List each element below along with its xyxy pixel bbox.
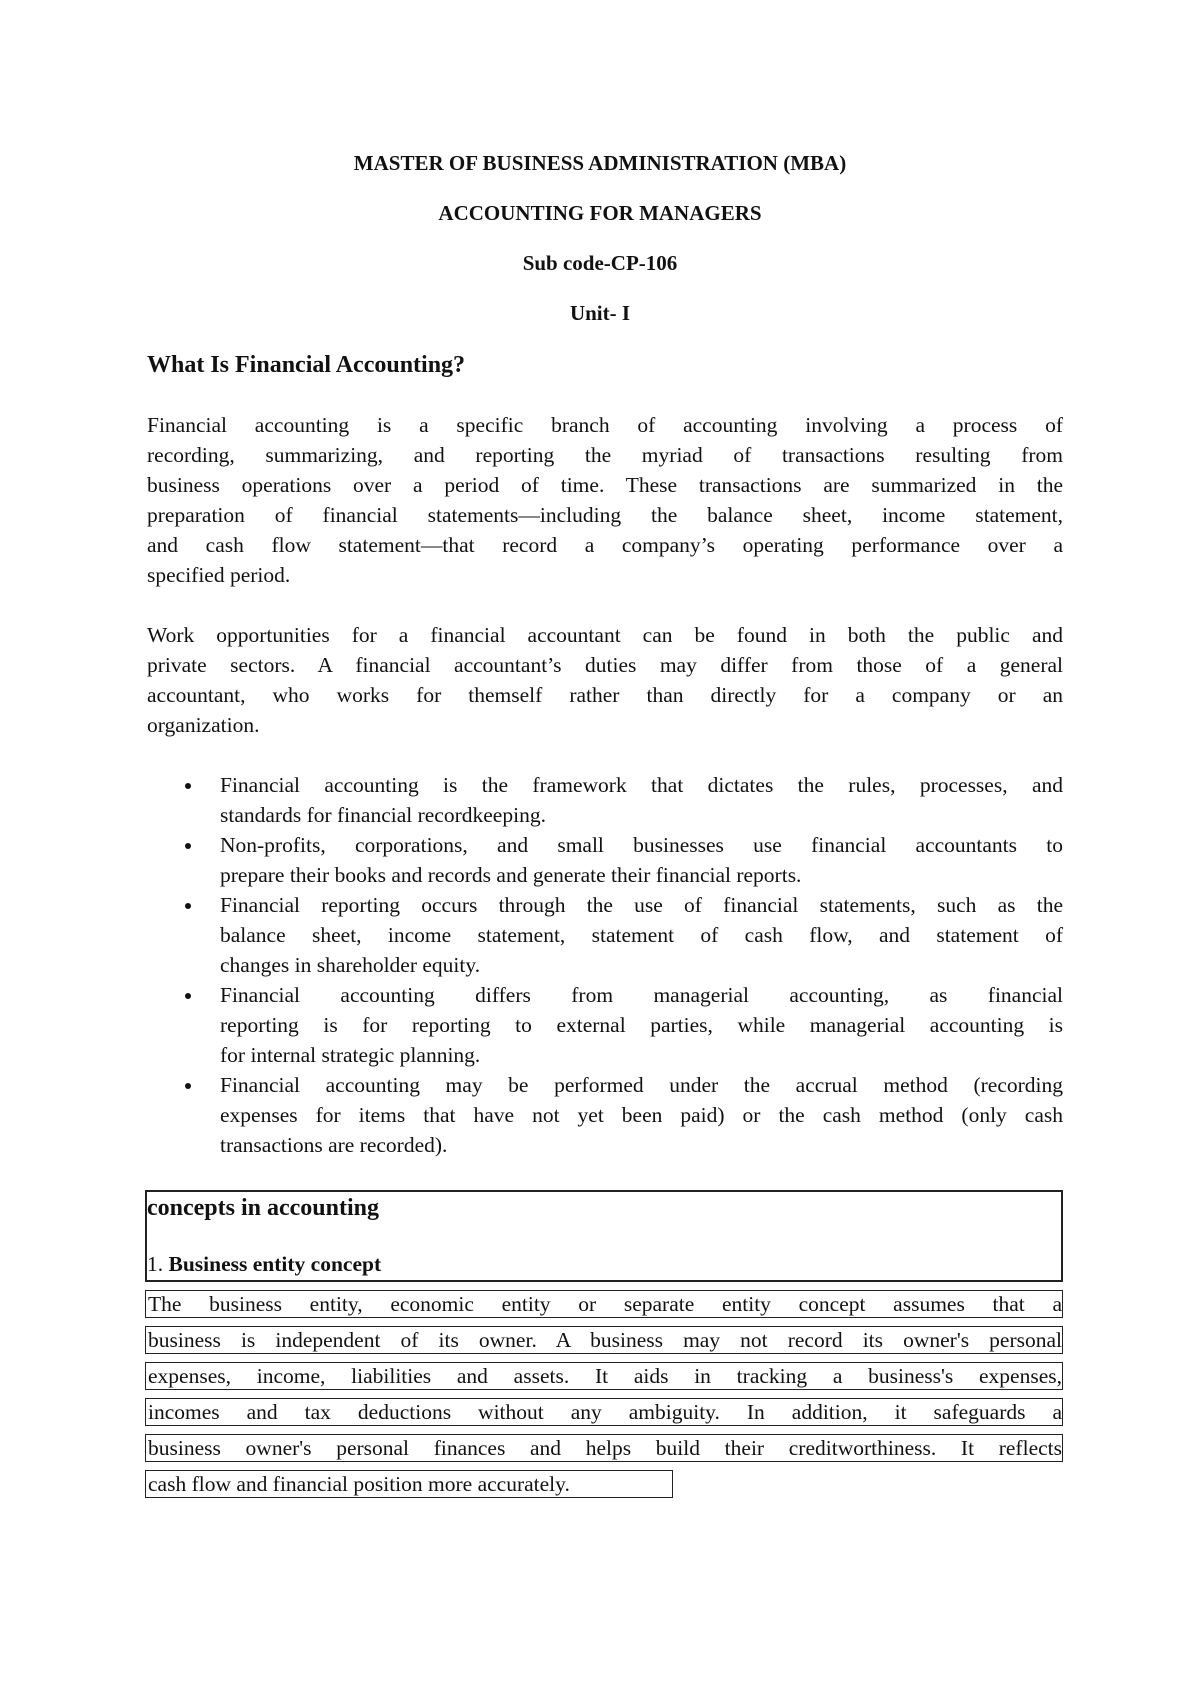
list-item <box>147 890 1063 980</box>
subject-code: Sub code-CP-106 <box>522 251 678 275</box>
text-line: preparation of financial statements—including the balance sheet, income statement, <box>147 503 1063 527</box>
program-title: MASTER OF BUSINESS ADMINISTRATION (MBA) <box>353 151 847 175</box>
text-line: private sectors. A financial accountant’s duties may differ from those of a general <box>147 653 1063 677</box>
text-line: specified period. <box>147 563 291 587</box>
concept-item-heading <box>147 1250 381 1278</box>
concept-text-line: expenses, income, liabilities and assets. It aids in tracking a business's expenses, <box>145 1362 1063 1390</box>
concept-text-line: business is independent of its owner. A business may not record its owner's personal <box>145 1326 1063 1354</box>
concepts-heading: concepts in accounting <box>147 1195 380 1221</box>
text-line: Financial accounting is the framework that dictates the rules, processes, and <box>220 773 1063 797</box>
text-line: Financial accounting differs from managerial accounting, as financial <box>220 983 1063 1007</box>
concept-item-title: Business entity concept <box>168 1252 382 1276</box>
bullet-icon <box>185 1083 191 1089</box>
concept-text-line: cash flow and financial position more accurately. <box>145 1470 673 1498</box>
concept-item-number: 1. <box>147 1252 164 1276</box>
key-points-list <box>147 770 1063 1160</box>
text-line: reporting is for reporting to external parties, while managerial accounting is <box>220 1013 1063 1037</box>
list-item <box>147 770 1063 830</box>
list-item <box>147 980 1063 1070</box>
text-line: Work opportunities for a financial accountant can be found in both the public and <box>147 623 1063 647</box>
text-line: recording, summarizing, and reporting the myriad of transactions resulting from <box>147 443 1063 467</box>
text-line: balance sheet, income statement, statement of cash flow, and statement of <box>220 923 1063 947</box>
unit-label: Unit- I <box>569 301 631 325</box>
course-title: ACCOUNTING FOR MANAGERS <box>438 201 762 225</box>
text-line: accountant, who works for themself rather than directly for a company or an <box>147 683 1063 707</box>
text-line: business operations over a period of time. These transactions are summarized in the <box>147 473 1063 497</box>
paragraph-opportunities <box>147 620 1063 740</box>
text-line: Financial reporting occurs through the use of financial statements, such as the <box>220 893 1063 917</box>
bullet-icon <box>185 903 191 909</box>
text-line: Financial accounting may be performed under the accrual method (recording <box>220 1073 1063 1097</box>
text-line: transactions are recorded). <box>220 1133 448 1157</box>
paragraph-definition <box>147 410 1063 590</box>
text-line: and cash flow statement—that record a company’s operating performance over a <box>147 533 1063 557</box>
text-line: prepare their books and records and generate their financial reports. <box>220 863 802 887</box>
text-line: standards for financial recordkeeping. <box>220 803 546 827</box>
text-line: Non-profits, corporations, and small businesses use financial accountants to <box>220 833 1063 857</box>
concept-text-line: incomes and tax deductions without any ambiguity. In addition, it safeguards a <box>145 1398 1063 1426</box>
bullet-icon <box>185 843 191 849</box>
list-item <box>147 1070 1063 1160</box>
text-line: changes in shareholder equity. <box>220 953 481 977</box>
section-heading: What Is Financial Accounting? <box>147 352 466 378</box>
bullet-icon <box>185 993 191 999</box>
concept-text-line: The business entity, economic entity or separate entity concept assumes that a <box>145 1290 1063 1318</box>
concept-text-line: business owner's personal finances and helps build their creditworthiness. It reflects <box>145 1434 1063 1462</box>
bullet-icon <box>185 783 191 789</box>
text-line: expenses for items that have not yet been paid) or the cash method (only cash <box>220 1103 1063 1127</box>
list-item <box>147 830 1063 890</box>
text-line: for internal strategic planning. <box>220 1043 481 1067</box>
text-line: Financial accounting is a specific branch of accounting involving a process of <box>147 413 1063 437</box>
text-line: organization. <box>147 713 260 737</box>
